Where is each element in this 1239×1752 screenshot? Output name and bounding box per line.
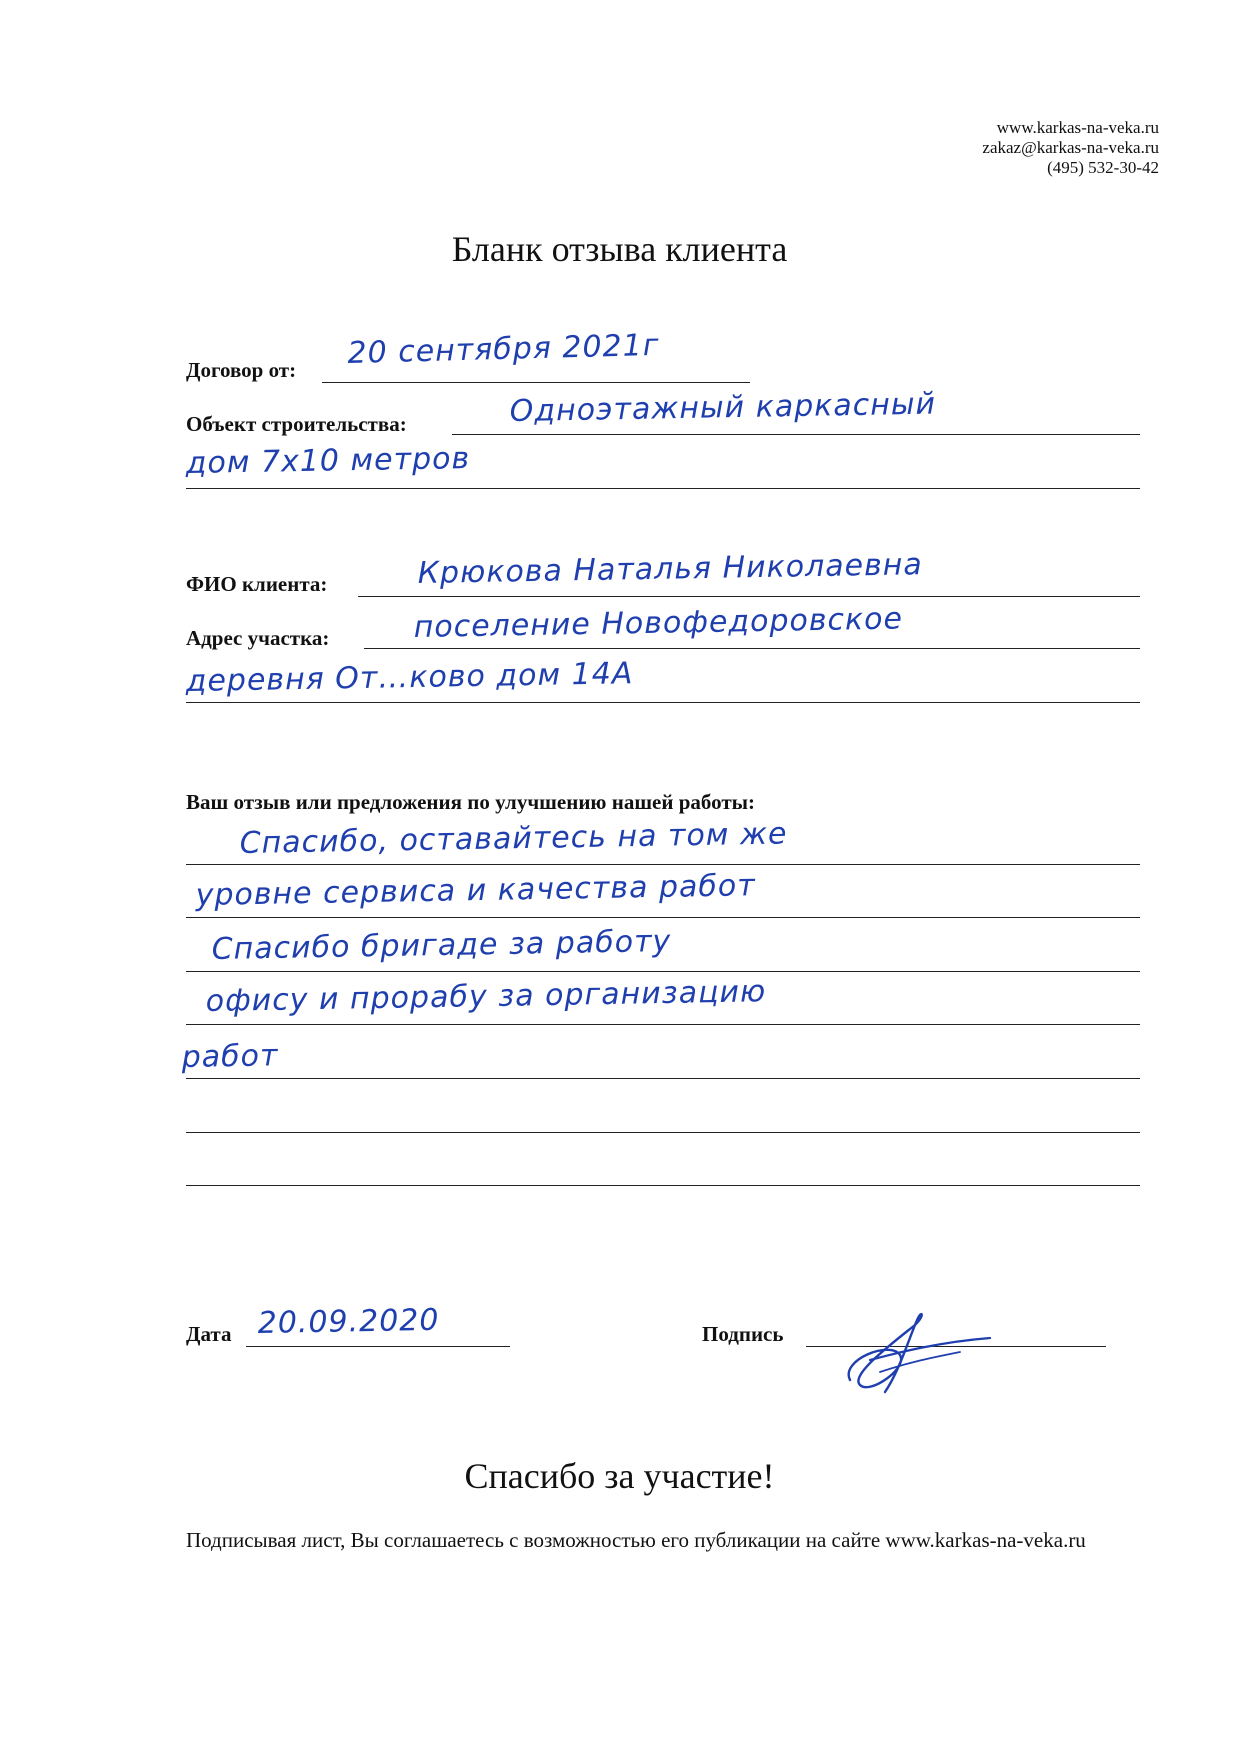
signature-label: Подпись (702, 1322, 784, 1346)
company-contacts (982, 118, 1159, 178)
feedback-line-7 (186, 1185, 1140, 1186)
feedback-text-line-2[interactable]: уровне сервиса и качества работ (195, 868, 756, 913)
feedback-line-1 (186, 864, 1140, 865)
feedback-line-2 (186, 917, 1140, 918)
client-label: ФИО клиента: (186, 572, 328, 596)
contract-value[interactable]: 20 сентября 2021г (347, 327, 660, 371)
feedback-text-line-4[interactable]: офису и прорабу за организацию (205, 974, 767, 1019)
date-line (246, 1346, 510, 1347)
object-line-2 (186, 488, 1140, 489)
address-value-line1[interactable]: поселение Новофедоровское (413, 601, 904, 645)
website-link[interactable]: www.karkas-na-veka.ru (996, 118, 1159, 137)
feedback-line-6 (186, 1132, 1140, 1133)
client-line (358, 596, 1140, 597)
thanks-message: Спасибо за участие! (464, 1456, 775, 1496)
object-value-line1[interactable]: Одноэтажный каркасный (509, 386, 937, 429)
object-line-1 (452, 434, 1140, 435)
email-link[interactable]: zakaz@karkas-na-veka.ru (982, 138, 1159, 157)
address-label: Адрес участка: (186, 626, 330, 650)
object-label: Объект строительства: (186, 412, 407, 436)
feedback-line-5 (186, 1078, 1140, 1079)
date-value[interactable]: 20.09.2020 (257, 1302, 440, 1341)
address-value-line2[interactable]: деревня От…ково дом 14А (185, 656, 634, 699)
signature-drawing[interactable] (830, 1300, 1000, 1400)
feedback-text-line-3[interactable]: Спасибо бригаде за работу (211, 923, 672, 967)
feedback-line-3 (186, 971, 1140, 972)
contract-label: Договор от: (186, 358, 297, 382)
feedback-text-line-1[interactable]: Спасибо, оставайтесь на том же (239, 816, 788, 861)
feedback-text-line-5[interactable]: работ (181, 1038, 279, 1075)
client-value[interactable]: Крюкова Наталья Николаевна (417, 547, 924, 591)
phone-number: (495) 532-30-42 (1047, 158, 1159, 177)
address-line-2 (186, 702, 1140, 703)
address-line-1 (364, 648, 1140, 649)
contract-line (322, 382, 750, 383)
date-label: Дата (186, 1322, 232, 1346)
object-value-line2[interactable]: дом 7х10 метров (185, 441, 471, 481)
feedback-line-4 (186, 1024, 1140, 1025)
form-title: Бланк отзыва клиента (451, 229, 788, 269)
publication-consent-note: Подписывая лист, Вы соглашаетесь с возможностью его публикации на сайте www.karkas-na-veka.ru (186, 1528, 1086, 1552)
feedback-label: Ваш отзыв или предложения по улучшению нашей работы: (186, 790, 756, 814)
